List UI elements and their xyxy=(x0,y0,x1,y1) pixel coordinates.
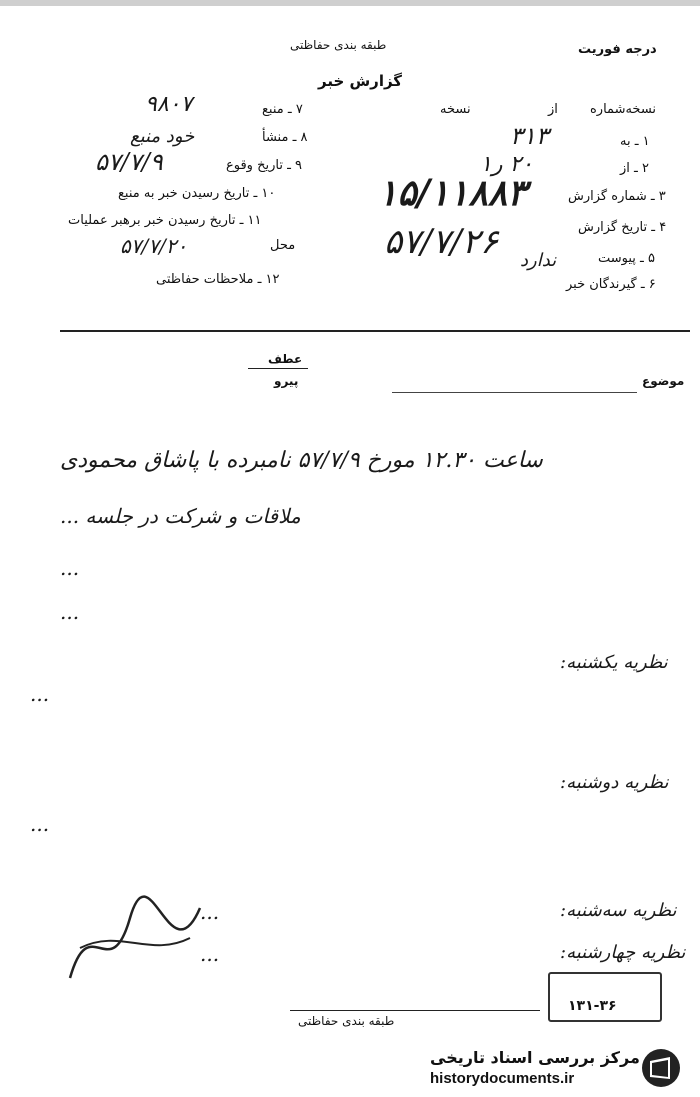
right-label-from2: ۲ ـ از xyxy=(620,161,649,176)
value-event-date: ۵۷/۷/۹ xyxy=(95,148,163,176)
left-label-date-to-operations: ۱۱ ـ تاریخ رسیدن خبر برهبر عملیات xyxy=(68,213,262,228)
body-line-4: ... xyxy=(60,600,80,624)
right-label-copy: نسخه xyxy=(440,102,471,117)
right-label-report-number: ۳ ـ شماره گزارش xyxy=(568,189,666,204)
peyro-label: پیرو xyxy=(274,374,299,388)
form-divider xyxy=(60,330,690,332)
urgency-label: درجه فوریت xyxy=(578,42,657,57)
stamp-number: ۱۳۱-۳۶ xyxy=(568,998,617,1014)
value-source: ۹۸۰۷ xyxy=(145,92,193,117)
opinion-label-2: نظریه دوشنبه: xyxy=(560,772,669,793)
right-label-from: از xyxy=(548,102,558,117)
left-label-security-notes: ۱۲ ـ ملاحظات حفاظتی xyxy=(156,272,280,287)
footer-divider xyxy=(290,1010,540,1011)
subject-underline xyxy=(392,392,637,393)
registration-stamp xyxy=(548,972,662,1022)
left-label-place: محل xyxy=(270,238,296,253)
right-label-report-date: ۴ ـ تاریخ گزارش xyxy=(578,220,667,235)
value-place: ۵۷/۷/۲۰ xyxy=(120,234,188,258)
subject-label: موضوع xyxy=(642,374,685,388)
atf-label: عطف xyxy=(268,352,303,366)
watermark-logo-icon xyxy=(640,1047,682,1089)
left-label-event-date: ۹ ـ تاریخ وقوع xyxy=(226,158,303,173)
value-report-date: ۵۷/۷/۲۶ xyxy=(384,222,499,262)
opinion-label-1: نظریه یکشنبه: xyxy=(560,652,668,673)
body-line-3: ... xyxy=(60,556,80,580)
value-attachment: ندارد xyxy=(520,250,557,271)
opinion-text-4: ... xyxy=(200,942,220,966)
watermark-url: historydocuments.ir xyxy=(430,1070,575,1087)
right-label-recipients: ۶ ـ گیرندگان خبر xyxy=(566,277,656,292)
classification-label: طبقه بندی حفاظتی xyxy=(290,38,387,52)
watermark-site: مرکز بررسی اسناد تاریخی xyxy=(430,1048,640,1067)
body-line-1: ساعت ۱۲.۳۰ مورخ ۵۷/۷/۹ نامبرده با پاشاق محمودی xyxy=(60,448,543,473)
right-label-attachment: ۵ ـ پیوست xyxy=(598,251,655,266)
value-from: ۲۰ ر۱ xyxy=(480,152,534,177)
atf-divider xyxy=(248,368,308,369)
opinion-text-1: ... xyxy=(30,682,50,706)
value-report-number: ۱۵/۱۱۸۸۳ xyxy=(378,172,527,214)
value-to: ۳۱۳ xyxy=(510,122,549,150)
opinion-text-3: ... xyxy=(200,900,220,924)
value-origin: خود منبع xyxy=(130,126,195,147)
opinion-label-4: نظریه چهارشنبه: xyxy=(560,942,686,963)
opinion-text-2: ... xyxy=(30,812,50,836)
scan-edge xyxy=(0,0,700,6)
left-label-origin: ۸ ـ منشأ xyxy=(262,130,308,145)
right-label-to: ۱ ـ به xyxy=(620,134,650,149)
left-label-source: ۷ ـ منبع xyxy=(262,102,303,117)
form-title: گزارش خبر xyxy=(318,72,403,90)
body-line-2: ملاقات و شرکت در جلسه ... xyxy=(60,504,301,528)
left-label-date-to-source: ۱۰ ـ تاریخ رسیدن خبر به منبع xyxy=(118,186,276,201)
signature xyxy=(60,888,210,998)
right-label-copy-number: نسخه‌شماره xyxy=(590,102,657,117)
footer-classification-label: طبقه بندی حفاظتی xyxy=(298,1014,395,1028)
opinion-label-3: نظریه سه‌شنبه: xyxy=(560,900,677,921)
